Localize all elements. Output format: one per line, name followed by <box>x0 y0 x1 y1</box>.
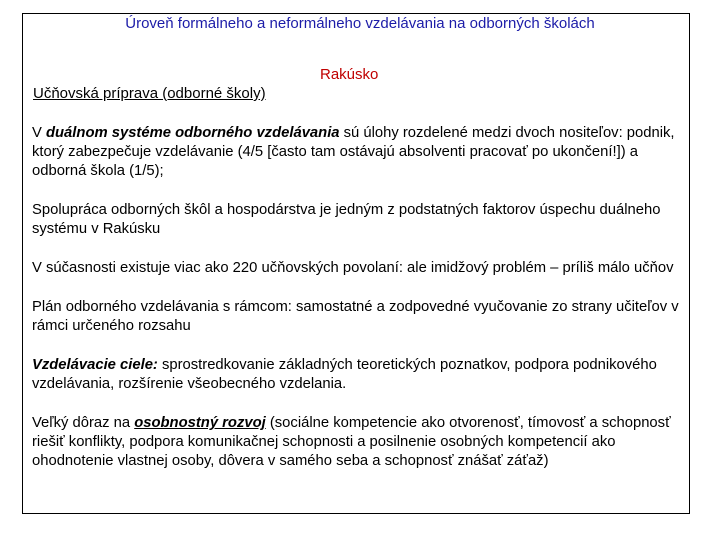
paragraph-plan: Plán odborného vzdelávania s rámcom: samostatné a zodpovedné vyučovanie zo strany učiteľov v rámci určeného rozsahu <box>32 299 679 334</box>
paragraph-suffix: sprostredkovanie základných teoretických poznatkov, podpora podnikového vzdelávania, rozšírenie všeobecného vzdelania. <box>32 357 657 392</box>
slide-title: Úroveň formálneho a neformálneho vzdelávania na odborných školách <box>125 15 595 32</box>
paragraph-prefix: Veľký dôraz na <box>32 415 135 431</box>
paragraph-cooperation: Spolupráca odborných škôl a hospodárstva je jedným z podstatných faktorov úspechu duálneho systému v Rakúsku <box>32 202 661 237</box>
paragraph-personal-development <box>32 414 686 471</box>
paragraph-suffix: sú úlohy rozdelené medzi dvoch nositeľov: podnik, ktorý zabezpečuje vzdelávanie (4/5 [často tam ostávajú absolventi pracovať po ukončení!]) a odborná škola (1/5); <box>32 125 675 179</box>
emphasis-dual-system: duálnom systéme odborného vzdelávania <box>45 125 340 141</box>
paragraph-dual-system <box>32 124 686 181</box>
emphasis-personal-development: osobnostný rozvoj <box>134 415 266 431</box>
paragraph-suffix: (sociálne kompetencie ako otvorenosť, tímovosť a schopnosť riešiť konflikty, podpora komunikačnej schopnosti a posilnenie osobných kompetencií ako ohodnotenie vlastnej osoby, dôvera v samého seba a schopnosť znášať záťaž) <box>32 415 671 469</box>
country-label: Rakúsko <box>320 66 379 83</box>
slide-body <box>32 124 686 491</box>
paragraph-goals <box>32 356 686 394</box>
section-subtitle: Učňovská príprava (odborné školy) <box>33 85 266 102</box>
emphasis-goals: Vzdelávacie ciele: <box>32 357 158 373</box>
paragraph-professions: V súčasnosti existuje viac ako 220 učňovských povolaní: ale imidžový problém – príliš málo učňov <box>32 260 674 276</box>
paragraph-prefix: V <box>32 125 46 141</box>
